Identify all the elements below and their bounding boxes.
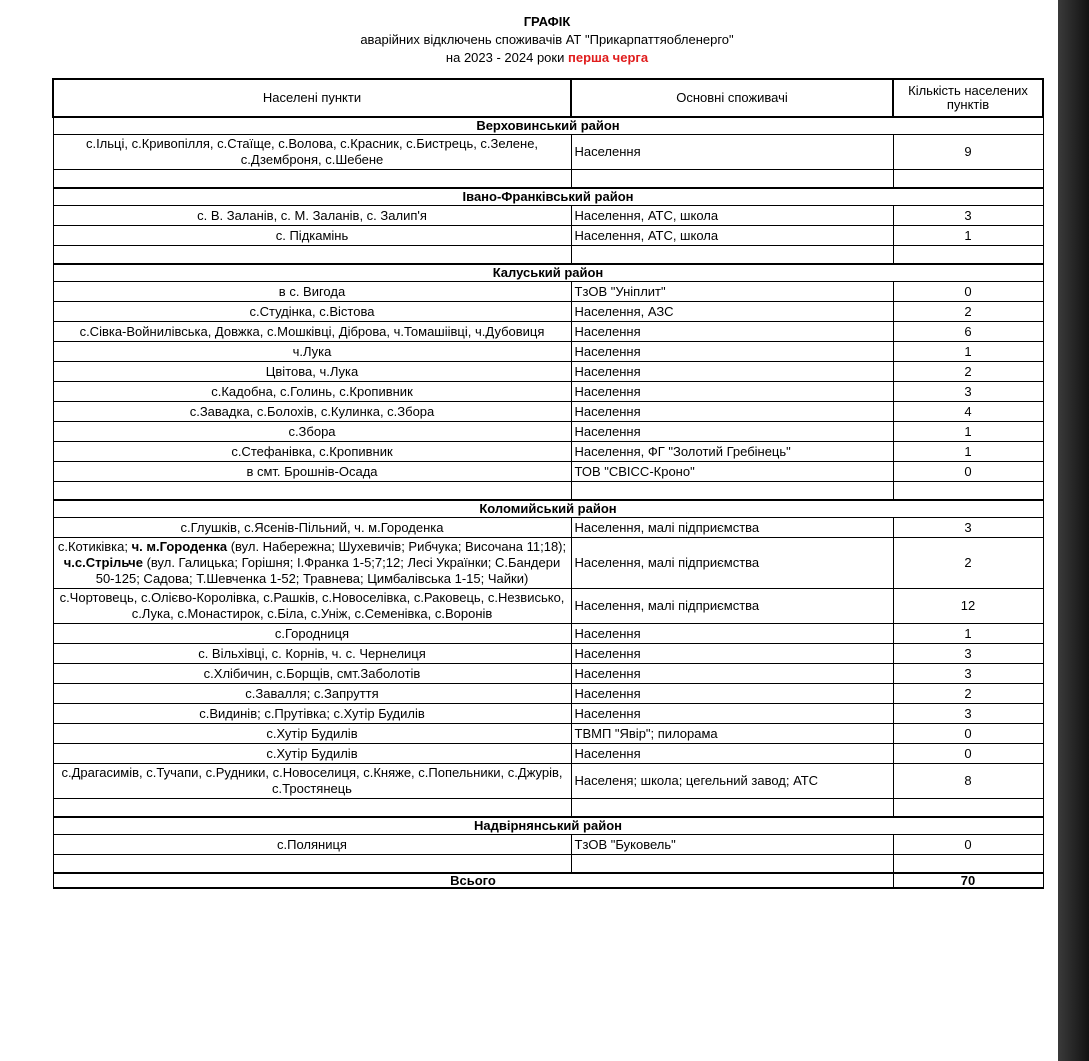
empty-cell: [571, 855, 893, 874]
consumers-cell: Населення: [571, 744, 893, 764]
settlement-text-part: (вул. Набережна; Шухевичів; Рибчука; Височана 11;18);: [227, 539, 567, 554]
period-text: на 2023 - 2024 роки: [445, 50, 565, 65]
settlements-cell: с.Чортовець, с.Олієво-Королівка, с.Рашків, с.Новоселівка, с.Раковець, с.Незвисько, с.Лука, с.Монастирок, с.Біла, с.Уніж, с.Семенівка, с.Воронів: [53, 589, 571, 624]
spacer-row: [53, 482, 1043, 501]
settlement-bold-part: ч.с.Стрільче: [63, 555, 143, 570]
table-row: [53, 402, 1043, 422]
consumers-cell: Населення: [571, 664, 893, 684]
table-row: [53, 206, 1043, 226]
count-cell: 0: [893, 835, 1043, 855]
settlements-cell: с.Сівка-Войнилівська, Довжка, с.Мошківці, Діброва, ч.Томашіівці, ч.Дубовиця: [53, 322, 571, 342]
settlement-text-part: (вул. Галицька; Горішня; І.Франка 1-5;7;12; Лесі Українки; С.Бандери 50-125; Садова; Т.Шевченка 1-52; Травнева; Цимбалівська 1-15; Чайки): [95, 555, 561, 586]
consumers-cell: Населення: [571, 322, 893, 342]
table-header: [53, 79, 1043, 117]
empty-cell: [53, 170, 571, 189]
col-header-consumers: Основні споживачі: [571, 79, 893, 117]
table-row: [53, 462, 1043, 482]
spacer-row: [53, 170, 1043, 189]
count-cell: 3: [893, 206, 1043, 226]
empty-cell: [53, 799, 571, 818]
count-cell: 3: [893, 704, 1043, 724]
document-header: [52, 13, 1042, 67]
count-cell: 0: [893, 744, 1043, 764]
total-count: 70: [893, 873, 1043, 888]
col-header-count: Кількість населених пунктів: [893, 79, 1043, 117]
empty-cell: [893, 799, 1043, 818]
table-row: [53, 764, 1043, 799]
empty-cell: [893, 246, 1043, 265]
settlements-cell: с. Вільхівці, с. Корнів, ч. с. Чернелиця: [53, 644, 571, 664]
settlements-cell: с.Збора: [53, 422, 571, 442]
settlement-text-part: с.Котиківка;: [57, 539, 132, 554]
table-row: [53, 282, 1043, 302]
table-row: [53, 644, 1043, 664]
settlement-bold-part: ч. м.Городенка: [131, 539, 228, 554]
total-label: Всього: [53, 873, 893, 888]
document-period-line: [52, 49, 1042, 67]
count-cell: 2: [893, 302, 1043, 322]
count-cell: 3: [893, 644, 1043, 664]
consumers-cell: Населення: [571, 362, 893, 382]
empty-cell: [571, 799, 893, 818]
settlements-cell: с.Хутір Будилів: [53, 724, 571, 744]
district-name: Калуський район: [53, 264, 1043, 282]
table-row: [53, 322, 1043, 342]
consumers-cell: Населення: [571, 422, 893, 442]
table-row: [53, 442, 1043, 462]
settlements-cell: ч.Лука: [53, 342, 571, 362]
dark-edge-strip: [1058, 0, 1089, 1061]
empty-cell: [571, 246, 893, 265]
count-cell: 3: [893, 518, 1043, 538]
spacer-row: [53, 855, 1043, 874]
district-name: Коломийський район: [53, 500, 1043, 518]
settlements-cell: с.Драгасимів, с.Тучапи, с.Рудники, с.Новоселиця, с.Княже, с.Попельники, с.Джурів, с.Тростянець: [53, 764, 571, 799]
consumers-cell: Населення, ФГ "Золотий Гребінець": [571, 442, 893, 462]
col-header-settlements: Населені пункти: [53, 79, 571, 117]
consumers-cell: Населення, малі підприємства: [571, 589, 893, 624]
consumers-cell: Населення: [571, 342, 893, 362]
consumers-cell: Населення: [571, 644, 893, 664]
consumers-cell: Населеня; школа; цегельний завод; АТС: [571, 764, 893, 799]
empty-cell: [893, 482, 1043, 501]
consumers-cell: Населення, малі підприємства: [571, 538, 893, 589]
settlements-cell: с.Кадобна, с.Голинь, с.Кропивник: [53, 382, 571, 402]
table-row: [53, 684, 1043, 704]
count-cell: 3: [893, 382, 1043, 402]
consumers-cell: Населення, АЗС: [571, 302, 893, 322]
consumers-cell: Населення: [571, 704, 893, 724]
settlements-cell: с.Завалля; с.Запруття: [53, 684, 571, 704]
consumers-cell: ТВМП "Явір"; пилорама: [571, 724, 893, 744]
count-cell: 1: [893, 422, 1043, 442]
table-row: [53, 342, 1043, 362]
count-cell: 1: [893, 226, 1043, 246]
table-row: [53, 664, 1043, 684]
district-row: [53, 264, 1043, 282]
count-cell: 3: [893, 664, 1043, 684]
table-row: [53, 518, 1043, 538]
count-cell: 1: [893, 624, 1043, 644]
count-cell: 6: [893, 322, 1043, 342]
count-cell: 12: [893, 589, 1043, 624]
total-row: [53, 873, 1043, 888]
table-row: [53, 135, 1043, 170]
district-row: [53, 188, 1043, 206]
settlements-cell: с.Ільці, с.Кривопілля, с.Стаїще, с.Волова, с.Красник, с.Бистрець, с.Зелене, с.Дземброня, с.Шебене: [53, 135, 571, 170]
table-row: [53, 835, 1043, 855]
count-cell: 9: [893, 135, 1043, 170]
consumers-cell: Населення, АТС, школа: [571, 226, 893, 246]
empty-cell: [53, 482, 571, 501]
settlements-cell: с. Підкамінь: [53, 226, 571, 246]
table-row: [53, 744, 1043, 764]
district-row: [53, 500, 1043, 518]
table-row: [53, 724, 1043, 744]
document-title: ГРАФІК: [523, 14, 571, 29]
consumers-cell: Населення, АТС, школа: [571, 206, 893, 226]
district-name: Івано-Франківський район: [53, 188, 1043, 206]
count-cell: 2: [893, 362, 1043, 382]
empty-cell: [571, 482, 893, 501]
count-cell: 2: [893, 538, 1043, 589]
consumers-cell: Населення: [571, 382, 893, 402]
settlements-cell: в с. Вигода: [53, 282, 571, 302]
count-cell: 0: [893, 724, 1043, 744]
settlements-cell: с.Поляниця: [53, 835, 571, 855]
count-cell: 1: [893, 442, 1043, 462]
settlements-cell: с.Хлібичин, с.Борщів, смт.Заболотів: [53, 664, 571, 684]
consumers-cell: Населення, малі підприємства: [571, 518, 893, 538]
settlements-cell: в смт. Брошнів-Осада: [53, 462, 571, 482]
table-row: [53, 422, 1043, 442]
table-row: [53, 589, 1043, 624]
settlements-cell: [53, 538, 571, 589]
spacer-row: [53, 246, 1043, 265]
count-cell: 0: [893, 282, 1043, 302]
table-row: [53, 226, 1043, 246]
count-cell: 0: [893, 462, 1043, 482]
settlements-cell: Цвітова, ч.Лука: [53, 362, 571, 382]
district-row: [53, 817, 1043, 835]
settlements-cell: с.Видинів; с.Прутівка; с.Хутір Будилів: [53, 704, 571, 724]
empty-cell: [53, 855, 571, 874]
settlements-cell: с. В. Заланів, с. М. Заланів, с. Залип'я: [53, 206, 571, 226]
consumers-cell: ТОВ "СВІСС-Кроно": [571, 462, 893, 482]
schedule-table: [52, 78, 1044, 889]
consumers-cell: ТзОВ "Буковель": [571, 835, 893, 855]
settlements-cell: с.Хутір Будилів: [53, 744, 571, 764]
empty-cell: [893, 855, 1043, 874]
consumers-cell: Населення: [571, 402, 893, 422]
spacer-row: [53, 799, 1043, 818]
count-cell: 2: [893, 684, 1043, 704]
consumers-cell: Населення: [571, 135, 893, 170]
settlements-cell: с.Студінка, с.Вістова: [53, 302, 571, 322]
district-row: [53, 117, 1043, 135]
document-subtitle: аварійних відключень споживачів АТ "Прикарпаттяобленерго": [360, 32, 734, 47]
queue-label: перша черга: [567, 50, 649, 65]
consumers-cell: Населення: [571, 684, 893, 704]
table-body: [53, 117, 1043, 888]
settlements-cell: с.Глушків, с.Ясенів-Пільний, ч. м.Городенка: [53, 518, 571, 538]
table-row: [53, 704, 1043, 724]
district-name: Надвірнянський район: [53, 817, 1043, 835]
empty-cell: [53, 246, 571, 265]
count-cell: 4: [893, 402, 1043, 422]
district-name: Верховинський район: [53, 117, 1043, 135]
table-row: [53, 302, 1043, 322]
settlements-cell: с.Завадка, с.Болохів, с.Кулинка, с.Збора: [53, 402, 571, 422]
empty-cell: [893, 170, 1043, 189]
empty-cell: [571, 170, 893, 189]
consumers-cell: ТзОВ "Уніплит": [571, 282, 893, 302]
table-row: [53, 624, 1043, 644]
count-cell: 1: [893, 342, 1043, 362]
count-cell: 8: [893, 764, 1043, 799]
table-row: [53, 382, 1043, 402]
consumers-cell: Населення: [571, 624, 893, 644]
table-row: [53, 362, 1043, 382]
settlements-cell: с.Городниця: [53, 624, 571, 644]
settlements-cell: с.Стефанівка, с.Кропивник: [53, 442, 571, 462]
table-row: [53, 538, 1043, 589]
